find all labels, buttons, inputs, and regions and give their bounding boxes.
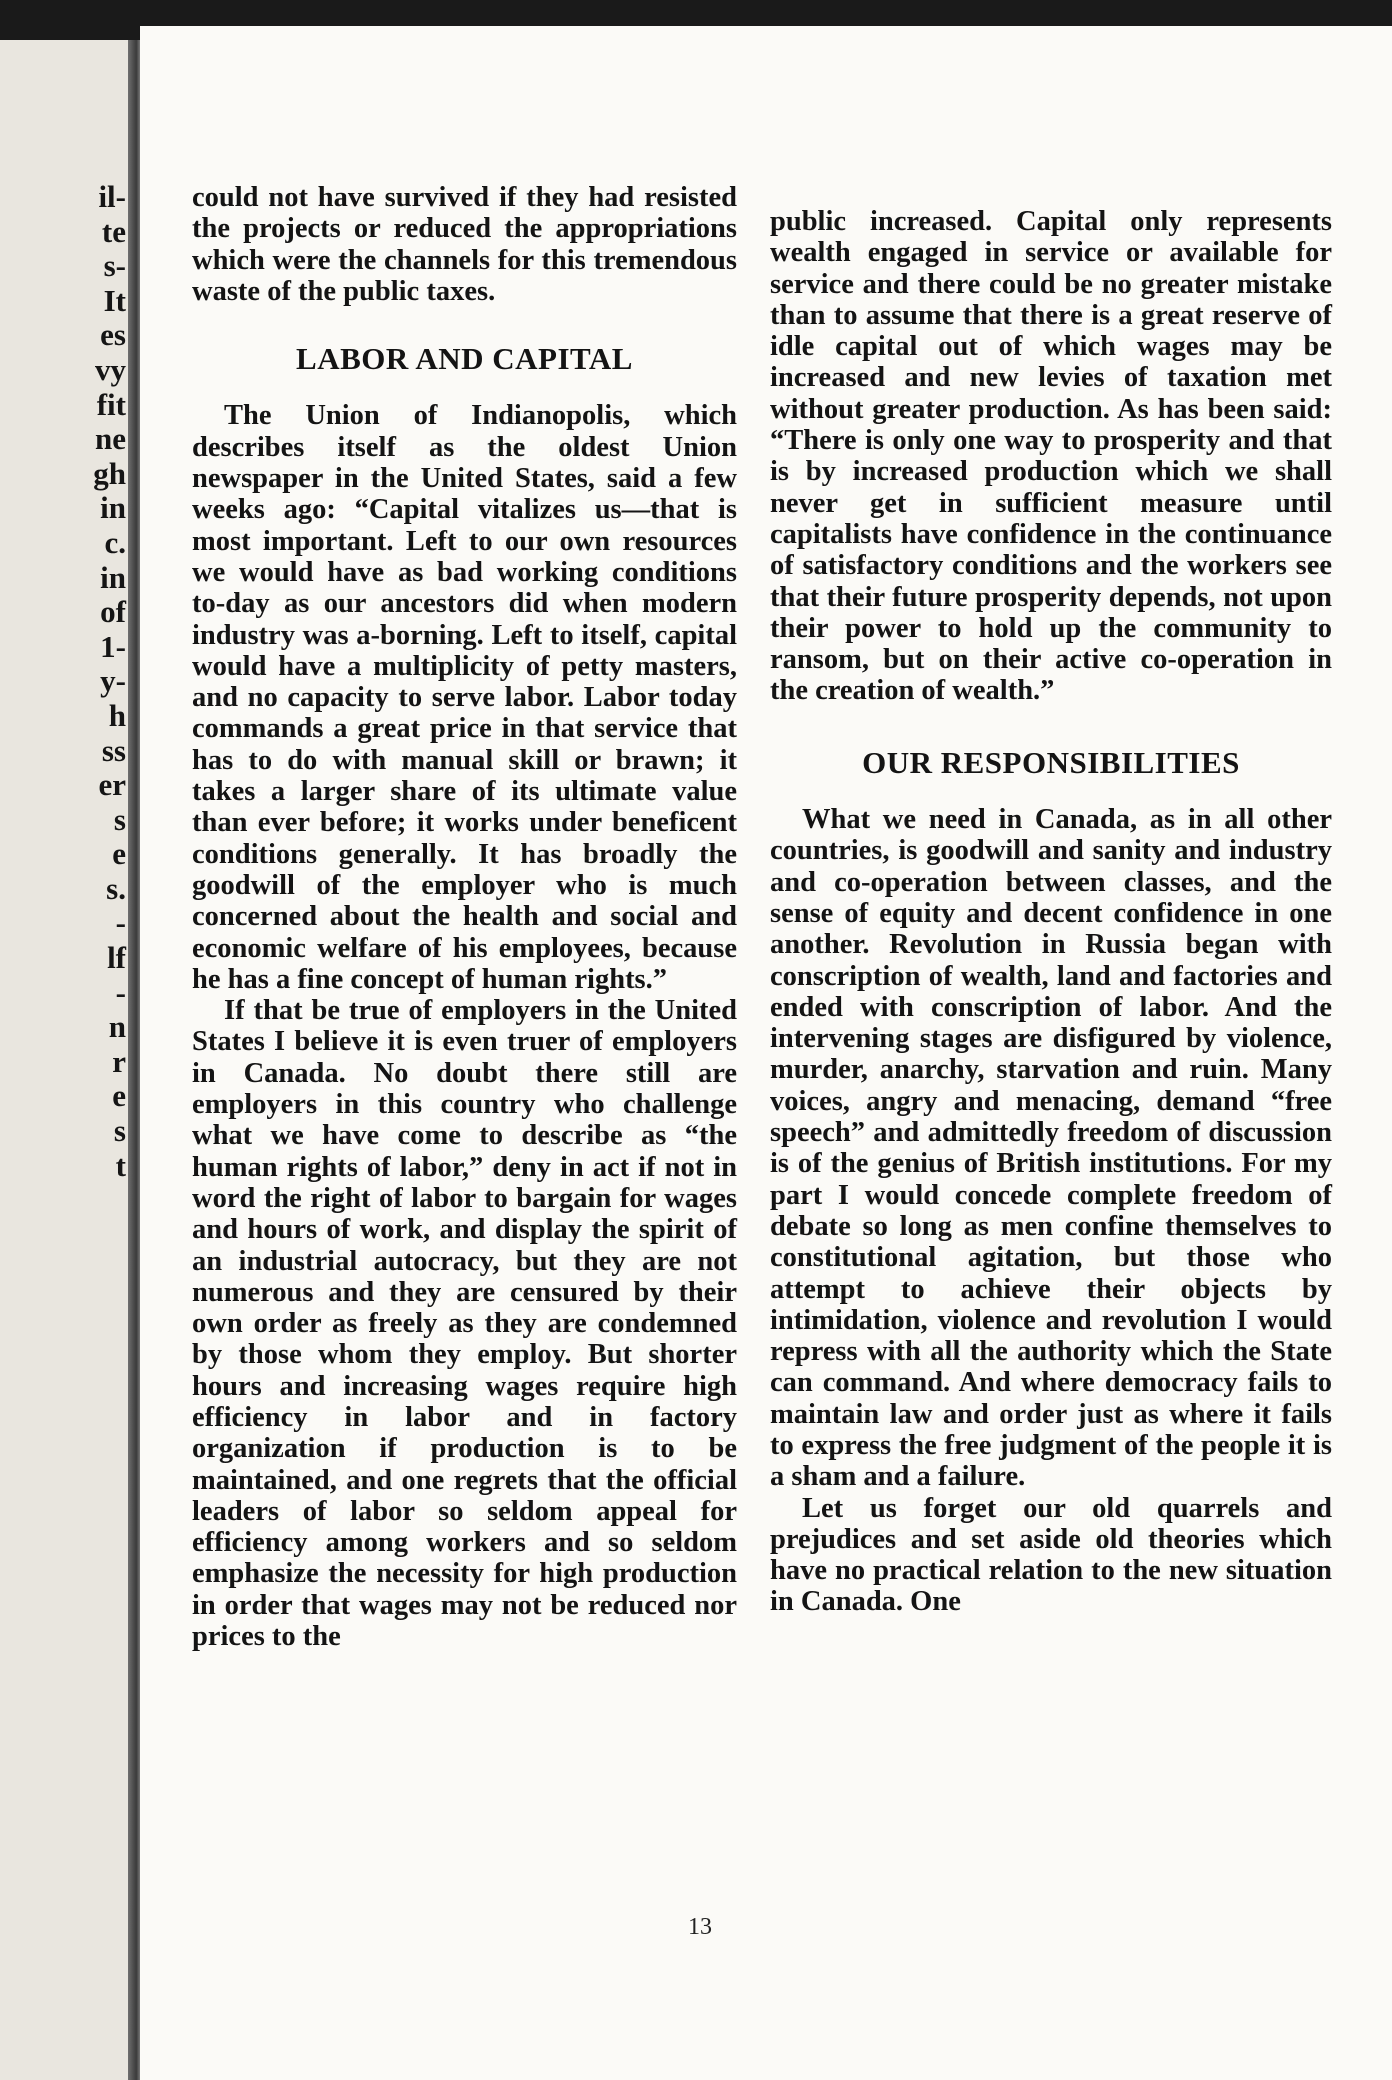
facing-page-line: gh (93, 455, 126, 491)
paragraph: Let us forget our old quarrels and prejudices and set aside old theories which have no practical relation to the new situation in Canada. One (770, 1492, 1332, 1618)
book-page (140, 26, 1392, 2080)
facing-page-line: er (98, 767, 126, 803)
facing-page-line: vy (95, 351, 126, 387)
paragraph: The Union of Indianopolis, which describes itself as the oldest Union newspaper in the United States, said a few weeks ago: “Capital vitalizes us—that is most important. Left to our own resources we would have as bad working conditions to-day as our ancestors did when modern industry was a-borning. Left to itself, capital would have a multiplicity of petty masters, and no capacity to serve labor. Labor today commands a great price in that service that has to do with manual skill or brawn; it takes a larger share of its ultimate value than ever before; it works under beneficent conditions generally. It has broadly the goodwill of the employer who is much concerned about the health and social and economic welfare of his employees, because he has a fine concept of human rights.” (192, 400, 737, 995)
facing-page-line: c. (104, 524, 126, 560)
paragraph: If that be true of employers in the United States I believe it is even truer of employers in Canada. No doubt there still are employers in this country who challenge what we have come to describe as “the human rights of labor,” deny in act if not in word the right of labor to bargain for wages and hours of work, and display the spirit of an industrial autocracy, but they are not numerous and they are censured by their own order as freely as they are condemned by those whom they employ. But shorter hours and increasing wages require high efficiency in labor and in factory organization if production is to be maintained, and one regrets that the official leaders of labor so seldom appeal for efficiency among workers and so seldom emphasize the necessity for high production in order that wages may not be reduced nor prices to the (192, 995, 737, 1653)
left-column (192, 182, 737, 1652)
facing-page-line: es (100, 317, 126, 353)
facing-page-line: n (108, 1009, 126, 1045)
facing-page-line: It (103, 282, 126, 318)
facing-page-line: lf (107, 940, 126, 976)
facing-page-line: ne (95, 421, 126, 457)
page-number: 13 (688, 1914, 712, 1940)
facing-page-line: in (100, 490, 126, 526)
section-heading-our-responsibilities: OUR RESPONSIBILITIES (862, 744, 1240, 780)
right-column (770, 206, 1332, 1618)
facing-page-line: of (100, 594, 126, 630)
section-heading-labor-and-capital: LABOR AND CAPITAL (296, 341, 633, 377)
facing-page-line: - (115, 905, 126, 941)
facing-page-line: h (108, 697, 126, 733)
facing-page-line: s. (106, 870, 126, 906)
facing-page-line: ss (101, 732, 126, 768)
facing-page-line: s (113, 1113, 126, 1149)
facing-page-line: t (115, 1147, 126, 1183)
facing-page-line: y- (100, 663, 126, 699)
facing-page-line: s (113, 801, 126, 837)
paragraph: What we need in Canada, as in all other countries, is goodwill and sanity and industry and co-operation between classes, and the sense of equity and decent confidence in one another. Revolution in Russia began with conscription of wealth, land and factories and ended with conscription of labor. And the intervening stages are disfigured by violence, murder, anarchy, starvation and ruin. Many voices, angry and menacing, demand “free speech” and admittedly freedom of discussion is of the genius of British institutions. For my part I would concede complete freedom of debate so long as men confine themselves to constitutional agitation, but those who attempt to achieve their objects by intimidation, violence and revolution I would repress with all the authority which the State can command. And where democracy fails to maintain law and order just as where it fails to express the free judgment of the people it is a sham and a failure. (770, 804, 1332, 1493)
facing-page-line: il- (98, 179, 126, 214)
facing-page-line: s- (103, 248, 126, 284)
facing-page-line: r (112, 1043, 126, 1079)
continued-paragraph: public increased. Capital only represents wealth engaged in service or available for service and there could be no greater mistake than to assume that there is a great reserve of idle capital out of which wages may be increased and new levies of taxation met without greater production. As has been said: “There is only one way to prosperity and that is by increased production which we shall never get in sufficient measure until capitalists have confidence in the continuance of satisfactory conditions and the workers see that their future prosperity depends, not upon their power to hold up the community to ransom, but on their active co-operation in the creation of wealth.” (770, 206, 1332, 707)
facing-page-line: - (115, 974, 126, 1010)
facing-page-text (93, 180, 126, 1183)
facing-page-line: e (112, 836, 126, 872)
facing-page-line: fit (96, 386, 126, 422)
facing-page-line: in (100, 559, 126, 595)
continued-paragraph: could not have survived if they had resisted the projects or reduced the appropriations which were the channels for this tremendous waste of the public taxes. (192, 182, 737, 307)
facing-page-line: 1- (100, 628, 126, 664)
facing-page-line: te (101, 213, 126, 249)
facing-page-fragment (0, 40, 132, 2080)
facing-page-line: e (112, 1078, 126, 1114)
